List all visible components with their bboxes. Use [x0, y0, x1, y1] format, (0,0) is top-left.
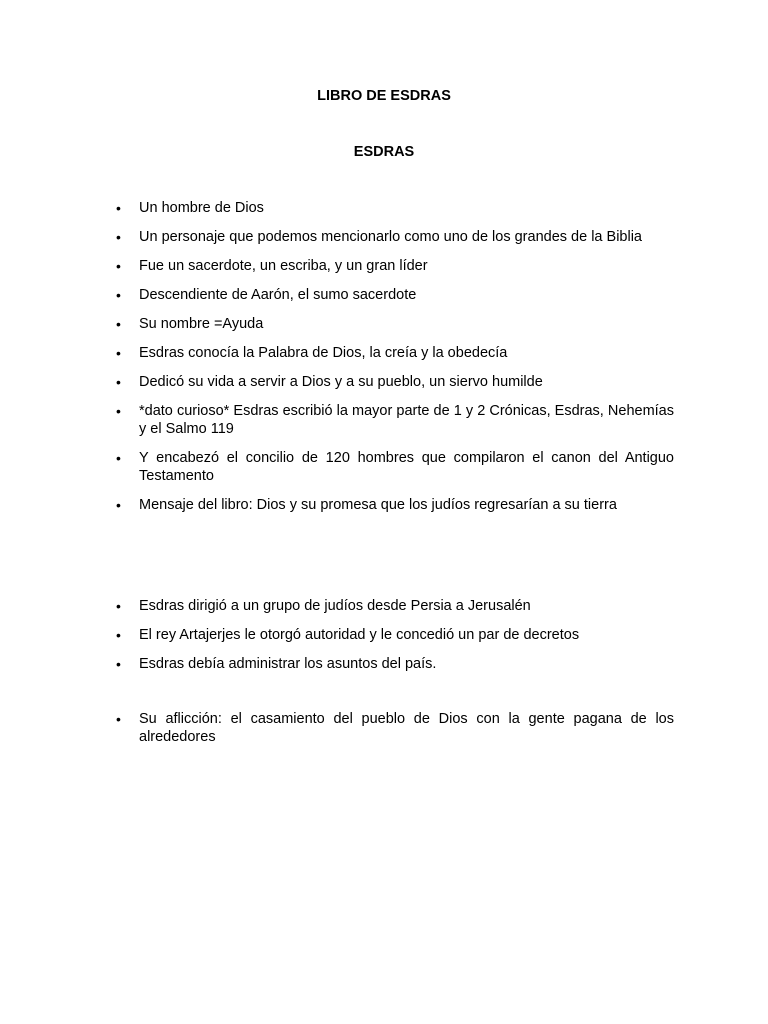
list-item-text: *dato curioso* Esdras escribió la mayor parte de 1 y 2 Crónicas, Esdras, Nehemías y el Salmo 119 — [139, 403, 674, 437]
bullet-list-section-2 — [116, 597, 674, 684]
list-item-text: Mensaje del libro: Dios y su promesa que los judíos regresarían a su tierra — [139, 497, 617, 513]
list-item — [116, 199, 674, 217]
list-item — [116, 597, 674, 615]
list-item — [116, 257, 674, 275]
list-item-text: Descendiente de Aarón, el sumo sacerdote — [139, 287, 417, 303]
list-item — [116, 402, 674, 438]
bullet-icon: • — [116, 598, 121, 614]
list-item — [116, 315, 674, 333]
list-item — [116, 286, 674, 304]
bullet-icon: • — [116, 450, 121, 466]
bullet-icon: • — [116, 229, 121, 245]
bullet-icon: • — [116, 374, 121, 390]
list-item-text: Un hombre de Dios — [139, 200, 264, 216]
list-item-text: Esdras debía administrar los asuntos del país. — [139, 656, 437, 672]
list-item — [116, 655, 674, 673]
list-item-text: El rey Artajerjes le otorgó autoridad y le concedió un par de decretos — [139, 627, 580, 643]
list-item-text: Su nombre =Ayuda — [139, 316, 264, 332]
bullet-icon: • — [116, 656, 121, 672]
list-item — [116, 626, 674, 644]
list-item-text: Esdras conocía la Palabra de Dios, la creía y la obedecía — [139, 345, 508, 361]
bullet-icon: • — [116, 403, 121, 419]
bullet-icon: • — [116, 627, 121, 643]
list-item — [116, 710, 674, 746]
bullet-list-section-3 — [116, 710, 674, 757]
list-item-text: Y encabezó el concilio de 120 hombres que compilaron el canon del Antiguo Testamento — [139, 450, 674, 484]
document-subtitle: ESDRAS — [353, 144, 415, 160]
list-item-text: Su aflicción: el casamiento del pueblo de Dios con la gente pagana de los alrededores — [139, 711, 674, 745]
bullet-icon: • — [116, 497, 121, 513]
bullet-icon: • — [116, 316, 121, 332]
bullet-icon: • — [116, 711, 121, 727]
list-item — [116, 496, 674, 514]
bullet-list-section-1 — [116, 199, 674, 525]
bullet-icon: • — [116, 200, 121, 216]
list-item-text: Dedicó su vida a servir a Dios y a su pueblo, un siervo humilde — [139, 374, 543, 390]
list-item-text: Esdras dirigió a un grupo de judíos desde Persia a Jerusalén — [139, 598, 531, 614]
list-item-text: Fue un sacerdote, un escriba, y un gran líder — [139, 258, 428, 274]
document-title: LIBRO DE ESDRAS — [317, 88, 451, 104]
list-item — [116, 449, 674, 485]
bullet-icon: • — [116, 287, 121, 303]
bullet-icon: • — [116, 345, 121, 361]
list-item — [116, 228, 674, 246]
bullet-icon: • — [116, 258, 121, 274]
list-item — [116, 344, 674, 362]
list-item-text: Un personaje que podemos mencionarlo como uno de los grandes de la Biblia — [139, 229, 642, 245]
list-item — [116, 373, 674, 391]
